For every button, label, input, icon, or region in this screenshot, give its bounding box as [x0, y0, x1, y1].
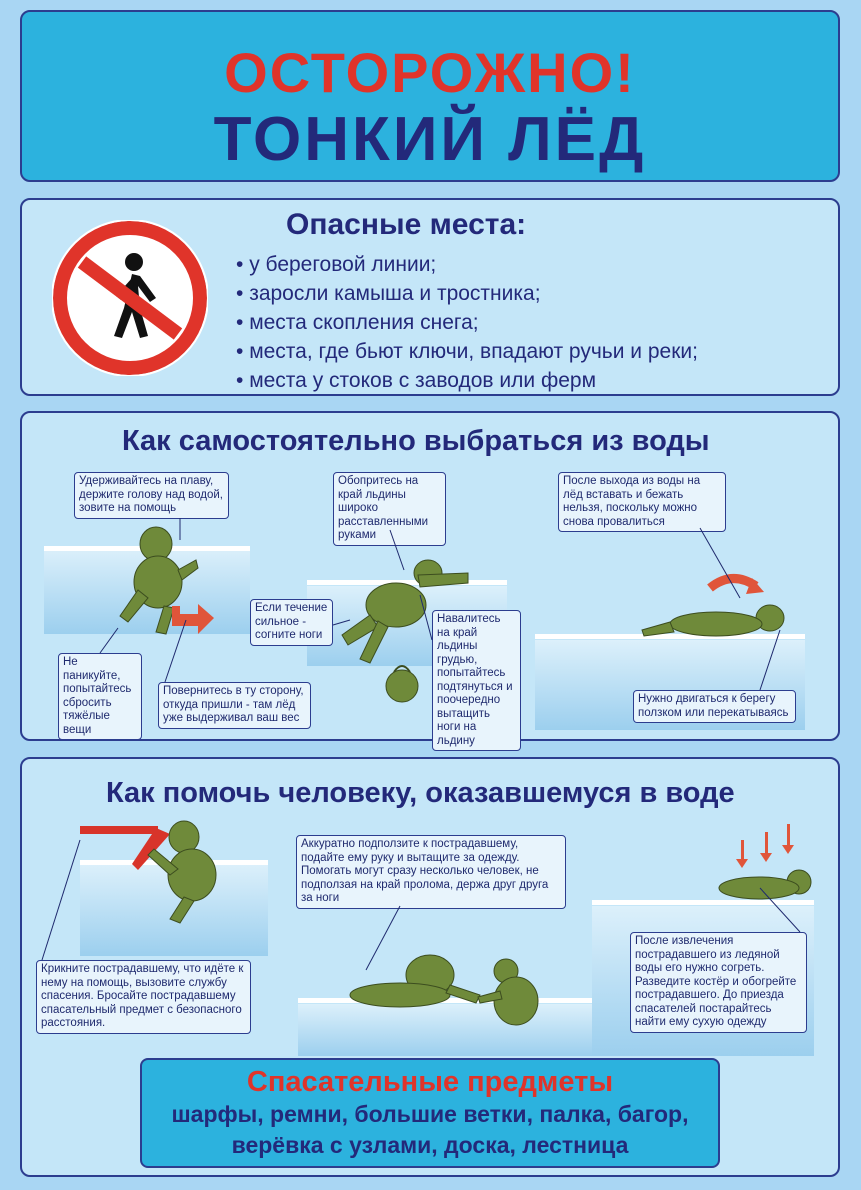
list-item: • места скопления снега;: [236, 308, 698, 337]
rescue-items-title: Спасательные предметы: [246, 1066, 614, 1098]
callout-crawl-to-shore: Нужно двигаться к берегу ползком или перекатываясь: [633, 690, 796, 723]
callout-lean-chest: Навалитесь на край льдины грудью, попытайтесь подтянуться и поочередно вытащить ноги на льдину: [432, 610, 521, 751]
callout-crawl-and-pull: Аккуратно подползите к пострадавшему, подайте ему руку и вытащите за одежду. Помогать могут сразу несколько человек, не подползая на край пролома, держа друг друга за ноги: [296, 835, 566, 909]
callout-stay-afloat: Удерживайтесь на плаву, держите голову над водой, зовите на помощь: [74, 472, 229, 519]
callout-do-not-stand: После выхода из воды на лёд вставать и бежать нельзя, поскольку можно снова провалиться: [558, 472, 726, 532]
list-item: • места у стоков с заводов или ферм: [236, 366, 698, 395]
danger-places-title: Опасные места:: [286, 208, 527, 241]
callout-lean-on-ice: Обопритесь на край льдины широко расставленными руками: [333, 472, 446, 546]
self-rescue-title: Как самостоятельно выбраться из воды: [122, 425, 710, 457]
list-item: • места, где бьют ключи, впадают ручьи и реки;: [236, 337, 698, 366]
title-warning: ОСТОРОЖНО!: [224, 41, 636, 104]
callout-call-and-throw: Крикните пострадавшему, что идёте к нему на помощь, вызовите службу спасения. Бросайте пострадавшему спасательный предмет с безопасного расстояния.: [36, 960, 251, 1034]
callout-bend-legs: Если течение сильное - согните ноги: [250, 599, 333, 646]
title-thin-ice: ТОНКИЙ ЛЁД: [213, 105, 647, 174]
list-item: • у береговой линии;: [236, 250, 698, 279]
help-title: Как помочь человеку, оказавшемуся в воде: [106, 777, 735, 809]
rescue-items-box: [140, 1058, 720, 1168]
list-item: • заросли камыша и тростника;: [236, 279, 698, 308]
rescue-items-line: верёвка с узлами, доска, лестница: [231, 1132, 629, 1158]
callout-turn-back: Повернитесь в ту сторону, откуда пришли - там лёд уже выдерживал ваш вес: [158, 682, 311, 729]
rescue-items-line: шарфы, ремни, большие ветки, палка, багор,: [171, 1101, 689, 1127]
callout-warm-victim: После извлечения пострадавшего из ледяной воды его нужно согреть. Разведите костёр и обогрейте пострадавшего. До приезда спасателей постарайтесь найти ему сухую одежду: [630, 932, 807, 1033]
callout-no-panic: Не паникуйте, попытайтесь сбросить тяжёлые вещи: [58, 653, 142, 740]
